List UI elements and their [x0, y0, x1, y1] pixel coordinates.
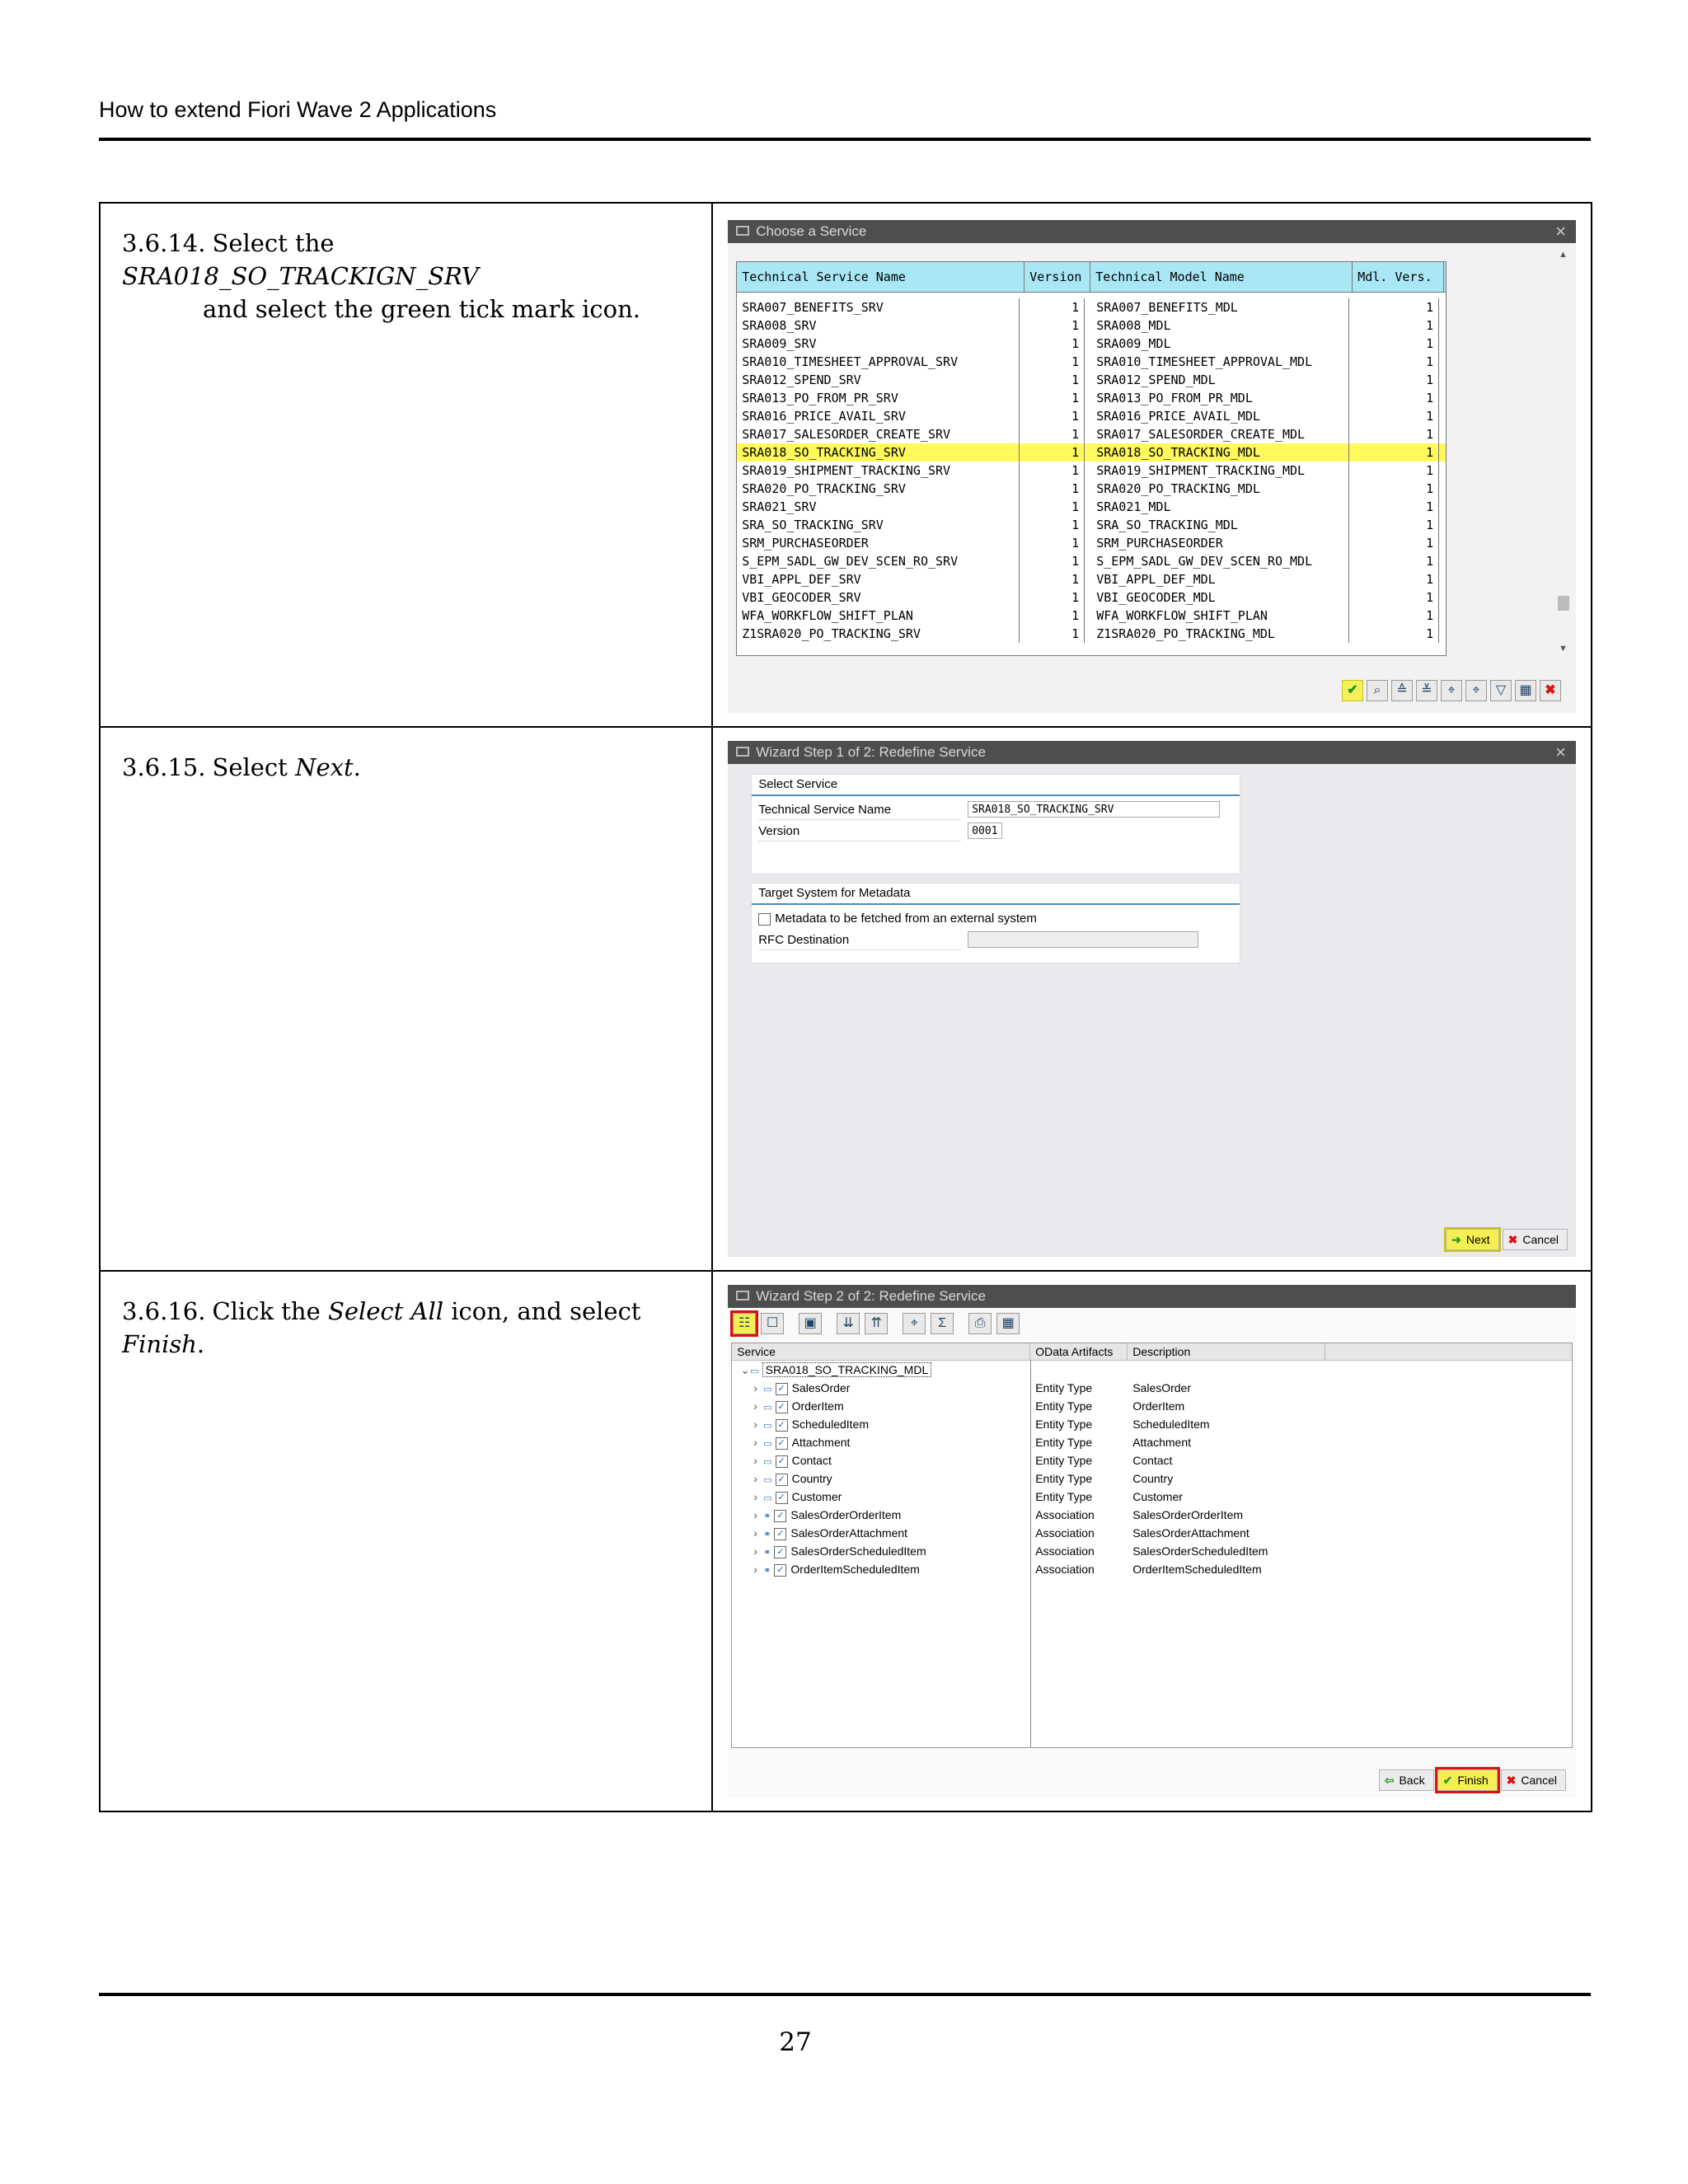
- version-label: Version: [758, 823, 961, 841]
- table-cell: SRA007_BENEFITS_SRV: [737, 298, 1020, 316]
- sort-ascending-icon[interactable]: ≙: [1391, 680, 1413, 701]
- artifact-type: Entity Type: [1035, 1490, 1093, 1503]
- select-service-group: [751, 774, 1240, 874]
- association-icon: ⚭: [763, 1548, 771, 1558]
- table-cell: 1: [1020, 462, 1085, 480]
- wizard-buttons: [1446, 1229, 1568, 1250]
- window-icon: [736, 1291, 749, 1301]
- wizard-step1-dialog: [728, 741, 1576, 1257]
- tree-root-row[interactable]: ⌄▭ SRA018_SO_TRACKING_MDL: [732, 1361, 1572, 1379]
- artifact-description: SalesOrderScheduledItem: [1132, 1544, 1268, 1558]
- wizard-step1-screenshot: [712, 727, 1592, 1271]
- step-emphasis: SRA018_SO_TRACKIGN_SRV: [122, 262, 479, 290]
- artifact-type: Entity Type: [1035, 1399, 1093, 1413]
- table-cell: SRA_SO_TRACKING_MDL: [1091, 516, 1349, 534]
- filter-icon[interactable]: ▽: [1490, 680, 1512, 701]
- version-field[interactable]: 0001: [968, 823, 1002, 839]
- scroll-down-icon[interactable]: ▼: [1559, 644, 1568, 654]
- table-cell: S_EPM_SADL_GW_DEV_SCEN_RO_MDL: [1091, 552, 1349, 570]
- table-cell: 1: [1020, 425, 1085, 443]
- artifact-description: OrderItemScheduledItem: [1132, 1563, 1262, 1576]
- table-cell: 1: [1349, 588, 1439, 607]
- artifact-description: Contact: [1132, 1454, 1173, 1467]
- deselect-all-icon[interactable]: ☐: [761, 1313, 784, 1334]
- table-cell: 1: [1349, 316, 1439, 335]
- entity-type-icon: ▭: [763, 1475, 772, 1485]
- table-row[interactable]: [737, 570, 1446, 588]
- column-header[interactable]: Technical Model Name: [1090, 262, 1353, 292]
- column-header[interactable]: Mdl. Vers.: [1353, 262, 1444, 292]
- table-cell: 1: [1020, 516, 1085, 534]
- select-all-icon[interactable]: ☷: [733, 1313, 756, 1334]
- tree-item-label: OrderItem: [791, 1399, 844, 1413]
- steps-table: [99, 202, 1592, 1812]
- table-row[interactable]: [737, 625, 1446, 643]
- close-icon[interactable]: ×: [1555, 742, 1566, 762]
- zoom-icon[interactable]: ⌕: [1367, 680, 1388, 701]
- chevron-right-icon[interactable]: ›: [753, 1490, 757, 1503]
- table-row[interactable]: [737, 298, 1446, 316]
- table-row[interactable]: [737, 607, 1446, 625]
- table-cell: SRA016_PRICE_AVAIL_SRV: [737, 407, 1020, 425]
- table-cell: SRA009_SRV: [737, 335, 1020, 353]
- column-header[interactable]: Service: [732, 1343, 1030, 1360]
- table-cell: VBI_APPL_DEF_SRV: [737, 570, 1020, 588]
- table-cell: 1: [1020, 407, 1085, 425]
- step-3-6-16-text: [100, 1271, 712, 1811]
- finish-icon: ✔: [1442, 1774, 1453, 1787]
- chevron-right-icon[interactable]: ›: [753, 1436, 757, 1449]
- column-header[interactable]: Version: [1025, 262, 1090, 292]
- table-cell: WFA_WORKFLOW_SHIFT_PLAN: [1091, 607, 1349, 625]
- table-cell: 1: [1349, 407, 1439, 425]
- tree-row[interactable]: [732, 1415, 1572, 1433]
- group-title: Select Service: [752, 775, 1240, 796]
- artifact-description: SalesOrder: [1132, 1381, 1192, 1394]
- table-cell: SRA020_PO_TRACKING_MDL: [1091, 480, 1349, 498]
- tree-row[interactable]: [732, 1524, 1572, 1542]
- table-row[interactable]: [737, 316, 1446, 335]
- item-checkbox[interactable]: ✓: [774, 1528, 786, 1540]
- table-cell: 1: [1349, 389, 1439, 407]
- table-cell: 1: [1020, 371, 1085, 389]
- artifact-type: Association: [1035, 1526, 1095, 1540]
- artifact-description: Customer: [1132, 1490, 1183, 1503]
- scroll-up-icon[interactable]: ▲: [1559, 250, 1568, 260]
- choose-service-dialog: [728, 220, 1576, 713]
- cancel-icon: ✖: [1506, 1774, 1517, 1787]
- table-cell: SRA007_BENEFITS_MDL: [1091, 298, 1349, 316]
- chevron-right-icon[interactable]: ›: [753, 1526, 757, 1540]
- find-icon[interactable]: ⌖: [903, 1313, 926, 1334]
- tree-row[interactable]: [732, 1506, 1572, 1524]
- table-cell: 1: [1020, 298, 1085, 316]
- step-3-6-14-text: [100, 203, 712, 727]
- table-cell: SRA017_SALESORDER_CREATE_SRV: [737, 425, 1020, 443]
- rfc-label: RFC Destination: [758, 931, 961, 950]
- table-row[interactable]: [737, 498, 1446, 516]
- wizard-step2-dialog: [728, 1285, 1576, 1797]
- dialog-titlebar: Wizard Step 1 of 2: Redefine Service ×: [728, 741, 1576, 764]
- lock-icon[interactable]: ▣: [799, 1313, 822, 1334]
- column-header[interactable]: Description: [1128, 1343, 1325, 1360]
- association-icon: ⚭: [763, 1530, 771, 1540]
- tree-toolbar: [733, 1313, 1020, 1334]
- column-header[interactable]: Technical Service Name: [737, 262, 1025, 292]
- table-cell: 1: [1020, 335, 1085, 353]
- table-cell: 1: [1349, 570, 1439, 588]
- table-cell: 1: [1349, 371, 1439, 389]
- wizard-buttons: [1379, 1769, 1566, 1791]
- association-icon: ⚭: [763, 1566, 771, 1576]
- table-row[interactable]: [737, 516, 1446, 534]
- association-icon: ⚭: [763, 1511, 771, 1521]
- tree-row[interactable]: [732, 1560, 1572, 1578]
- back-icon: ⇦: [1384, 1774, 1395, 1787]
- artifact-description: SalesOrderOrderItem: [1132, 1508, 1244, 1521]
- table-cell: WFA_WORKFLOW_SHIFT_PLAN: [737, 607, 1020, 625]
- table-row[interactable]: [737, 462, 1446, 480]
- step-number: 3.6.14.: [122, 229, 206, 257]
- step-number: 3.6.15.: [122, 753, 206, 781]
- target-system-group: [751, 883, 1240, 963]
- table-row[interactable]: [737, 443, 1446, 462]
- chevron-right-icon[interactable]: ›: [753, 1472, 757, 1485]
- grid-rows: [737, 298, 1446, 655]
- table-cell: 1: [1020, 570, 1085, 588]
- table-row[interactable]: [737, 552, 1446, 570]
- expand-icon[interactable]: ⇊: [837, 1313, 860, 1334]
- vertical-scrollbar[interactable]: [1558, 250, 1569, 654]
- tree-rows: [732, 1379, 1572, 1578]
- tree-item-label: Contact: [791, 1454, 832, 1467]
- step-emphasis: Finish: [122, 1330, 197, 1358]
- next-icon: ➜: [1451, 1233, 1461, 1246]
- step-text: Select the: [212, 229, 335, 257]
- table-cell: SRA012_SPEND_SRV: [737, 371, 1020, 389]
- table-cell: VBI_APPL_DEF_MDL: [1091, 570, 1349, 588]
- table-cell: 1: [1349, 298, 1439, 316]
- cancel-button[interactable]: ✖ Cancel: [1503, 1229, 1568, 1250]
- step-emphasis: Select All: [327, 1297, 444, 1325]
- wizard-step2-screenshot: [712, 1271, 1592, 1811]
- item-checkbox[interactable]: ✓: [776, 1492, 788, 1504]
- page-number: 27: [779, 2027, 812, 2057]
- table-cell: SRA018_SO_TRACKING_MDL: [1091, 443, 1349, 462]
- sum-icon[interactable]: Σ: [931, 1313, 954, 1334]
- table-cell: SRA013_PO_FROM_PR_SRV: [737, 389, 1020, 407]
- sort-descending-icon[interactable]: ≚: [1416, 680, 1437, 701]
- table-row[interactable]: [737, 480, 1446, 498]
- back-button[interactable]: ⇦ Back: [1379, 1769, 1434, 1791]
- step-text-cont: and select the green tick mark icon.: [203, 295, 640, 323]
- table-cell: SRA017_SALESORDER_CREATE_MDL: [1091, 425, 1349, 443]
- table-cell: 1: [1349, 443, 1439, 462]
- tech-service-field[interactable]: SRA018_SO_TRACKING_SRV: [968, 801, 1220, 818]
- table-cell: 1: [1020, 607, 1085, 625]
- find-icon[interactable]: ⌖: [1441, 680, 1462, 701]
- table-cell: SRA010_TIMESHEET_APPROVAL_SRV: [737, 353, 1020, 371]
- step-text: Click the: [212, 1297, 328, 1325]
- metadata-checkbox[interactable]: [758, 913, 771, 926]
- dialog-titlebar: Wizard Step 2 of 2: Redefine Service: [728, 1285, 1576, 1308]
- artifact-description: Country: [1132, 1472, 1174, 1485]
- table-cell: 1: [1349, 607, 1439, 625]
- table-row[interactable]: [737, 389, 1446, 407]
- cancel-icon[interactable]: ✖: [1540, 680, 1561, 701]
- table-cell: SRA016_PRICE_AVAIL_MDL: [1091, 407, 1349, 425]
- table-cell: 1: [1349, 480, 1439, 498]
- table-cell: 1: [1020, 498, 1085, 516]
- table-cell: 1: [1020, 353, 1085, 371]
- table-row[interactable]: [737, 353, 1446, 371]
- chevron-down-icon[interactable]: ⌄: [740, 1363, 750, 1376]
- table-cell: 1: [1349, 353, 1439, 371]
- green-tick-icon[interactable]: ✔: [1342, 680, 1363, 701]
- table-cell: Z1SRA020_PO_TRACKING_MDL: [1091, 625, 1349, 643]
- table-cell: SRA010_TIMESHEET_APPROVAL_MDL: [1091, 353, 1349, 371]
- step-text-end: .: [196, 1330, 205, 1358]
- item-checkbox[interactable]: ✓: [774, 1564, 786, 1577]
- table-cell: SRA018_SO_TRACKING_SRV: [737, 443, 1020, 462]
- item-checkbox[interactable]: ✓: [774, 1510, 786, 1522]
- table-cell: SRA013_PO_FROM_PR_MDL: [1091, 389, 1349, 407]
- window-icon: [736, 226, 749, 236]
- tree-row[interactable]: [732, 1397, 1572, 1415]
- layout-grid-icon[interactable]: ▦: [1515, 680, 1536, 701]
- tree-row[interactable]: [732, 1379, 1572, 1397]
- table-cell: 1: [1020, 552, 1085, 570]
- step-text: Select: [212, 753, 296, 781]
- table-cell: SRA008_MDL: [1091, 316, 1349, 335]
- artifact-description: Attachment: [1132, 1436, 1192, 1449]
- table-cell: SRA021_SRV: [737, 498, 1020, 516]
- entity-type-icon: ▭: [763, 1457, 772, 1467]
- table-cell: 1: [1020, 443, 1085, 462]
- tree-row[interactable]: [732, 1433, 1572, 1451]
- table-row[interactable]: [737, 534, 1446, 552]
- table-cell: 1: [1349, 335, 1439, 353]
- item-checkbox[interactable]: ✓: [776, 1437, 788, 1450]
- entity-type-icon: ▭: [763, 1439, 772, 1449]
- item-checkbox[interactable]: ✓: [776, 1474, 788, 1486]
- artifact-type: Association: [1035, 1544, 1095, 1558]
- step-text: icon, and select: [443, 1297, 641, 1325]
- table-cell: SRA_SO_TRACKING_SRV: [737, 516, 1020, 534]
- header-rule: [99, 138, 1591, 141]
- table-cell: SRA020_PO_TRACKING_SRV: [737, 480, 1020, 498]
- entity-type-icon: ▭: [763, 1493, 772, 1503]
- service-tree: [731, 1343, 1573, 1748]
- entity-type-icon: ▭: [763, 1421, 772, 1431]
- table-cell: SRM_PURCHASEORDER: [737, 534, 1020, 552]
- table-cell: 1: [1349, 462, 1439, 480]
- layout-grid-icon[interactable]: ▦: [996, 1313, 1020, 1334]
- finish-button[interactable]: ✔ Finish: [1437, 1769, 1498, 1791]
- chevron-right-icon[interactable]: ›: [753, 1381, 757, 1394]
- dialog-titlebar: Choose a Service ×: [728, 220, 1576, 243]
- table-cell: 1: [1020, 588, 1085, 607]
- table-cell: SRA019_SHIPMENT_TRACKING_MDL: [1091, 462, 1349, 480]
- table-cell: SRA009_MDL: [1091, 335, 1349, 353]
- tree-item-label: SalesOrderOrderItem: [790, 1508, 902, 1521]
- table-cell: SRM_PURCHASEORDER: [1091, 534, 1349, 552]
- item-checkbox[interactable]: ✓: [776, 1383, 788, 1395]
- table-cell: 1: [1349, 625, 1439, 643]
- table-cell: SRA019_SHIPMENT_TRACKING_SRV: [737, 462, 1020, 480]
- table-cell: VBI_GEOCODER_MDL: [1091, 588, 1349, 607]
- cancel-button[interactable]: ✖ Cancel: [1501, 1769, 1566, 1791]
- tech-service-label: Technical Service Name: [758, 801, 961, 820]
- table-row[interactable]: [737, 588, 1446, 607]
- dialog-toolbar: [1342, 680, 1561, 701]
- entity-type-icon: ▭: [763, 1385, 772, 1394]
- table-cell: 1: [1349, 425, 1439, 443]
- find-next-icon[interactable]: ⌖: [1465, 680, 1487, 701]
- table-cell: 1: [1020, 625, 1085, 643]
- chevron-right-icon[interactable]: ›: [753, 1418, 757, 1431]
- grid-header: [737, 262, 1446, 293]
- group-title: Target System for Metadata: [752, 883, 1240, 905]
- artifact-type: Entity Type: [1035, 1381, 1093, 1394]
- item-checkbox[interactable]: ✓: [776, 1455, 788, 1468]
- table-cell: 1: [1020, 480, 1085, 498]
- artifact-description: OrderItem: [1132, 1399, 1185, 1413]
- artifact-type: Association: [1035, 1563, 1095, 1576]
- chevron-right-icon[interactable]: ›: [753, 1508, 757, 1521]
- table-cell: 1: [1349, 552, 1439, 570]
- model-icon: ▭: [750, 1366, 759, 1376]
- tree-item-label: Country: [791, 1472, 832, 1485]
- artifact-type: Entity Type: [1035, 1472, 1093, 1485]
- tree-item-label: OrderItemScheduledItem: [790, 1563, 920, 1576]
- table-cell: S_EPM_SADL_GW_DEV_SCEN_RO_SRV: [737, 552, 1020, 570]
- window-icon: [736, 747, 749, 757]
- rfc-destination-field[interactable]: [968, 931, 1198, 948]
- tree-item-label: Attachment: [791, 1436, 851, 1449]
- close-icon[interactable]: ×: [1555, 221, 1566, 241]
- service-grid: [736, 261, 1447, 656]
- table-cell: SRA008_SRV: [737, 316, 1020, 335]
- artifact-description: ScheduledItem: [1132, 1418, 1210, 1431]
- table-cell: Z1SRA020_PO_TRACKING_SRV: [737, 625, 1020, 643]
- metadata-checkbox-row[interactable]: Metadata to be fetched from an external system: [758, 910, 1037, 928]
- footer-rule: [99, 1993, 1591, 1996]
- collapse-icon[interactable]: ⇈: [865, 1313, 888, 1334]
- tree-item-label: SalesOrder: [791, 1381, 851, 1394]
- artifact-description: SalesOrderAttachment: [1132, 1526, 1250, 1540]
- artifact-type: Association: [1035, 1508, 1095, 1521]
- next-button[interactable]: ➜ Next: [1446, 1229, 1499, 1250]
- table-cell: 1: [1349, 516, 1439, 534]
- table-cell: 1: [1020, 389, 1085, 407]
- document-header: How to extend Fiori Wave 2 Applications: [99, 97, 497, 122]
- artifact-type: Entity Type: [1035, 1418, 1093, 1431]
- cancel-icon: ✖: [1507, 1233, 1518, 1246]
- chevron-right-icon[interactable]: ›: [753, 1454, 757, 1467]
- tree-item-label: SalesOrderAttachment: [790, 1526, 908, 1540]
- table-row[interactable]: [737, 407, 1446, 425]
- artifact-type: Entity Type: [1035, 1454, 1093, 1467]
- step-emphasis: Next: [295, 753, 354, 781]
- item-checkbox[interactable]: ✓: [776, 1419, 788, 1432]
- scroll-thumb[interactable]: [1558, 596, 1569, 611]
- step-text-end: .: [353, 753, 361, 781]
- item-checkbox[interactable]: ✓: [776, 1401, 788, 1413]
- tree-row[interactable]: [732, 1469, 1572, 1488]
- print-icon[interactable]: ⎙: [968, 1313, 992, 1334]
- artifact-type: Entity Type: [1035, 1436, 1093, 1449]
- entity-type-icon: ▭: [763, 1403, 772, 1413]
- table-cell: 1: [1020, 316, 1085, 335]
- table-cell: VBI_GEOCODER_SRV: [737, 588, 1020, 607]
- table-cell: 1: [1020, 534, 1085, 552]
- item-checkbox[interactable]: ✓: [774, 1546, 786, 1558]
- tree-item-label: ScheduledItem: [791, 1418, 870, 1431]
- choose-service-screenshot: [712, 203, 1592, 727]
- chevron-right-icon[interactable]: ›: [753, 1544, 757, 1558]
- tree-header: [732, 1343, 1572, 1361]
- step-number: 3.6.16.: [122, 1297, 206, 1325]
- tree-row[interactable]: [732, 1488, 1572, 1506]
- tree-item-label: SalesOrderScheduledItem: [790, 1544, 926, 1558]
- table-cell: SRA012_SPEND_MDL: [1091, 371, 1349, 389]
- step-3-6-15-text: [100, 727, 712, 1271]
- tree-row[interactable]: [732, 1451, 1572, 1469]
- table-cell: SRA021_MDL: [1091, 498, 1349, 516]
- table-cell: 1: [1349, 534, 1439, 552]
- table-row[interactable]: [737, 371, 1446, 389]
- column-header[interactable]: OData Artifacts: [1030, 1343, 1128, 1360]
- table-cell: 1: [1349, 498, 1439, 516]
- chevron-right-icon[interactable]: ›: [753, 1399, 757, 1413]
- chevron-right-icon[interactable]: ›: [753, 1563, 757, 1576]
- table-row[interactable]: [737, 425, 1446, 443]
- tree-item-label: Customer: [791, 1490, 842, 1503]
- table-row[interactable]: [737, 335, 1446, 353]
- tree-row[interactable]: [732, 1542, 1572, 1560]
